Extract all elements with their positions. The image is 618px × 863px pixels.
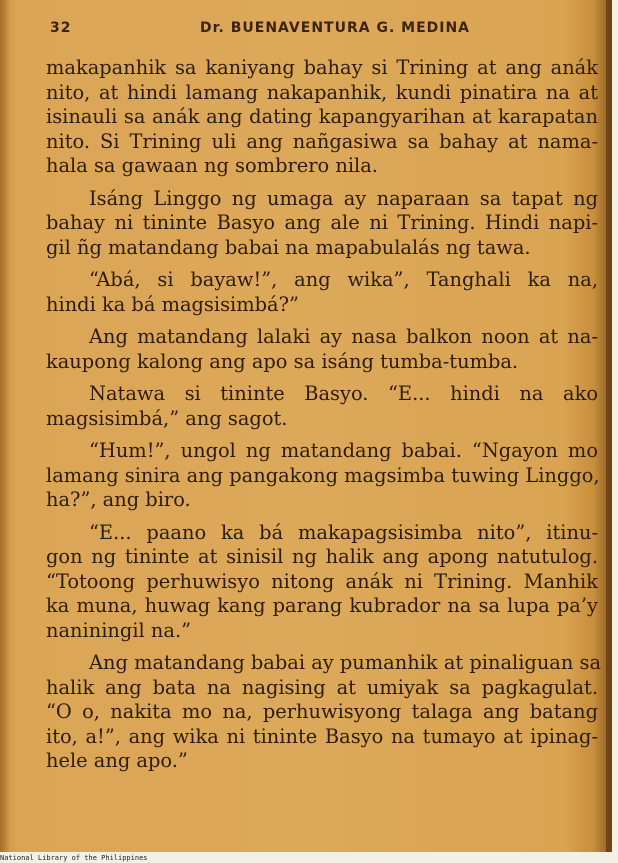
page-edge-shadow xyxy=(606,0,612,852)
paragraph-gap xyxy=(46,513,598,521)
text-line: kaupong kalong ang apo sa isáng tumba-tumba. xyxy=(46,349,519,373)
paragraph xyxy=(46,439,598,513)
text-line: hele ang apo.” xyxy=(46,749,188,772)
body-text xyxy=(46,56,602,774)
paragraph-gap xyxy=(46,431,598,439)
footer-credit: National Library of the Philippines xyxy=(0,854,148,862)
text-line: halik ang bata na nagising at umiyak sa pagkagulat. xyxy=(46,675,598,699)
text-line: Isáng Linggo ng umaga ay naparaan sa tapat ng xyxy=(89,186,598,210)
text-line: Ang matandang lalaki ay nasa balkon noon at na- xyxy=(89,325,598,348)
text-line: Ang matandang babai ay pumanhik at pinaliguan sa xyxy=(89,651,602,674)
text-line: Natawa si tininte Basyo. “E... hindi na ako xyxy=(89,382,598,405)
paragraph xyxy=(46,521,598,644)
text-line: nito, at hindi lamang nakapanhik, kundi pinatira na at xyxy=(46,80,598,104)
text-line: bahay ni tininte Basyo ang ale ni Trining. Hindi napi- xyxy=(46,211,598,234)
text-line: ka muna, huwag kang parang kubrador na sa lupa pa’y xyxy=(46,594,598,617)
paragraph xyxy=(46,268,598,317)
paragraph-gap xyxy=(46,179,598,187)
paragraph xyxy=(46,382,598,431)
text-line: “Abá, si bayaw!”, ang wika”, Tanghali ka na, xyxy=(89,268,598,291)
text-line: lamang sinira ang pangakong magsimba tuwing Linggo, xyxy=(46,463,600,487)
text-line: hala sa gawaan ng sombrero nila. xyxy=(46,154,378,177)
text-line: “O o, nakita mo na, perhuwisyong talaga ang batang xyxy=(46,700,598,723)
paragraph-gap xyxy=(46,260,598,268)
page-number: 32 xyxy=(50,20,72,36)
paragraph xyxy=(46,187,598,261)
paragraph-gap xyxy=(46,643,598,651)
page-header xyxy=(50,17,595,43)
text-line: “E... paano ka bá makapagsisimba nito”, itinu- xyxy=(89,520,598,544)
paragraph-gap xyxy=(46,374,598,382)
text-line: ito, a!”, ang wika ni tininte Basyo na tumayo at ipinag- xyxy=(46,724,598,748)
text-line: ha?”, ang biro. xyxy=(46,488,191,511)
text-line: nito. Si Trining uli ang nañgasiwa sa bahay at nama- xyxy=(46,129,598,153)
text-line: gon ng tininte at sinisil ng halik ang apong natutulog. xyxy=(46,545,598,568)
text-line: “Totoong perhuwisyo nitong anák ni Trining. Manhik xyxy=(46,569,598,593)
paragraph xyxy=(46,651,602,774)
text-line: “Hum!”, ungol ng matandang babai. “Ngayon mo xyxy=(89,439,598,462)
paragraph xyxy=(46,56,598,179)
text-line: magsisimbá,” ang sagot. xyxy=(46,406,288,430)
text-line: isinauli sa anák ang dating kapangyarihan at karapatan xyxy=(46,105,598,128)
paragraph xyxy=(46,325,598,374)
text-line: naniningil na.” xyxy=(46,618,192,642)
text-line: makapanhik sa kaniyang bahay si Trining at ang anák xyxy=(46,56,598,79)
text-line: gil ñg matandang babai na mapabulalás ng tawa. xyxy=(46,235,531,259)
running-head: Dr. BUENAVENTURA G. MEDINA xyxy=(200,20,471,36)
text-line: hindi ka bá magsisimbá?” xyxy=(46,292,299,316)
paragraph-gap xyxy=(46,317,598,325)
